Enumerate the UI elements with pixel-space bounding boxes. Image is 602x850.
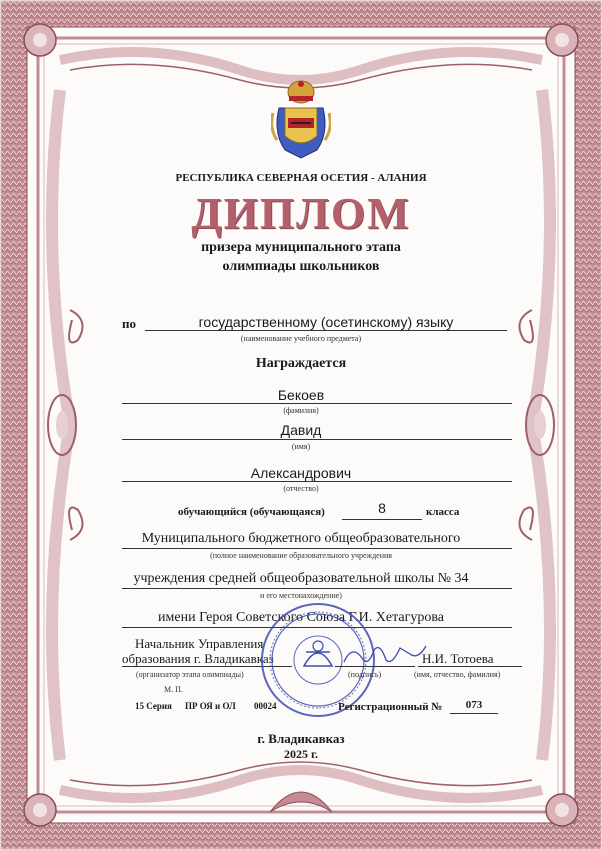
registration-number: 073 <box>465 699 483 711</box>
signer-name: Н.И. Тотоева <box>422 651 494 666</box>
school-line-1: Муниципального бюджетного общеобразовательного <box>141 531 461 546</box>
grade-underline <box>342 519 422 520</box>
registration-underline <box>450 713 498 714</box>
subtitle-line-1: призера муниципального этапа <box>201 240 401 255</box>
coat-of-arms-icon <box>271 78 331 163</box>
grade-prefix: обучающийся (обучающаяся) <box>178 506 325 518</box>
name-underline <box>122 439 512 440</box>
signer-underline <box>418 666 522 667</box>
diploma-title: ДИПЛОМ <box>191 189 411 238</box>
signature-caption: (подпись) <box>348 670 382 679</box>
stamp-label: М. П. <box>164 685 183 694</box>
position-line-2: образования г. Владикавказ <box>122 651 274 666</box>
subject-prefix: по <box>122 316 136 331</box>
signature-underline <box>335 666 415 667</box>
grade-value: 8 <box>378 500 386 516</box>
subject-underline <box>145 330 507 331</box>
position-caption: (организатор этапа олимпиады) <box>136 670 244 679</box>
registration-label: Регистрационный № <box>338 701 443 713</box>
certificate-number: 00024 <box>254 701 277 711</box>
school-line-3: имени Героя Советского Союза Г.И. Хетагурова <box>158 610 444 625</box>
surname-caption: (фамилия) <box>283 406 319 415</box>
series-value: ПР ОЯ и ОЛ <box>185 701 236 711</box>
school-line-2: учреждения средней общеобразовательной школы № 34 <box>133 571 469 586</box>
subject-value: государственному (осетинскому) языку <box>198 314 454 330</box>
city: г. Владикавказ <box>257 731 345 746</box>
awarded-label: Награждается <box>255 356 347 371</box>
signer-caption: (имя, отчество, фамилия) <box>414 670 501 679</box>
name-caption: (имя) <box>291 442 311 451</box>
school-caption-2: и его местонахождение) <box>260 591 342 600</box>
patronymic-caption: (отчество) <box>283 484 319 493</box>
grade-suffix: класса <box>426 506 460 518</box>
position-line-1: Начальник Управления <box>135 636 264 651</box>
surname-value: Бекоев <box>277 387 325 403</box>
school-underline-1 <box>122 548 512 549</box>
school-caption-1: (полное наименование образовательного учреждения <box>210 551 392 560</box>
patronymic-value: Александрович <box>250 465 352 481</box>
subtitle-line-2: олимпиады школьников <box>222 259 380 274</box>
name-value: Давид <box>280 422 322 438</box>
subject-caption: (наименование учебного предмета) <box>240 334 362 343</box>
school-underline-2 <box>122 588 512 589</box>
year: 2025 г. <box>283 747 319 761</box>
series-label: 15 Серия <box>135 701 172 711</box>
republic-name: РЕСПУБЛИКА СЕВЕРНАЯ ОСЕТИЯ - АЛАНИЯ <box>175 172 427 184</box>
patronymic-underline <box>122 481 512 482</box>
surname-underline <box>122 403 512 404</box>
